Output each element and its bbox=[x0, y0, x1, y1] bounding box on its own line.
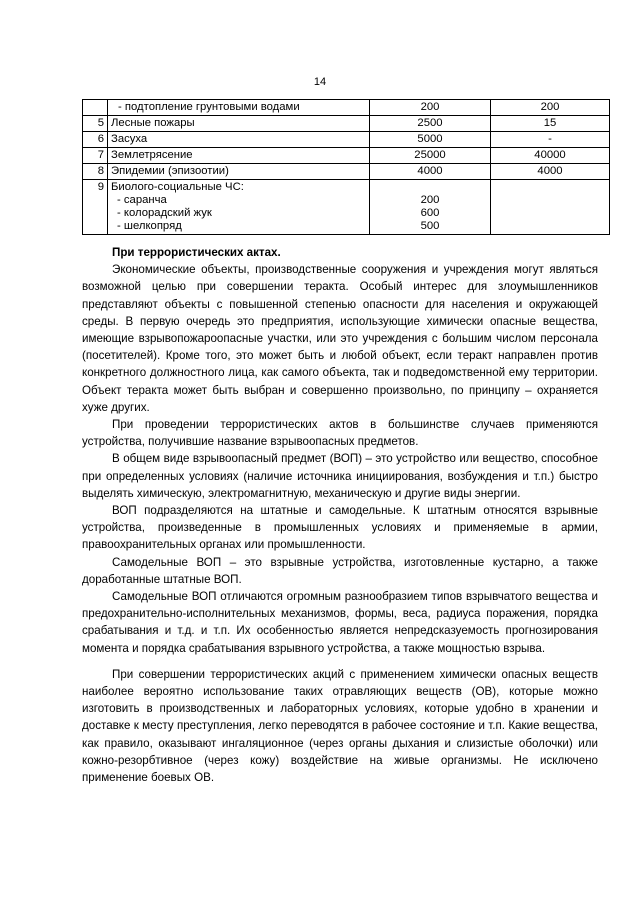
row-name: Лесные пожары bbox=[108, 116, 370, 132]
row-name: Засуха bbox=[108, 132, 370, 148]
row-value-1 bbox=[370, 180, 491, 235]
row-number: 6 bbox=[83, 132, 108, 148]
row-number bbox=[83, 100, 108, 116]
bio-item-value: 600 bbox=[420, 207, 440, 219]
paragraph: ВОП подразделяются на штатные и самодельные. К штатным относятся взрывные устройства, произведенные в промышленных условиях и применяемые в армии, правоохранительных органах или промышленности. bbox=[82, 504, 598, 552]
row-number: 8 bbox=[83, 164, 108, 180]
row-number: 5 bbox=[83, 116, 108, 132]
table-row bbox=[83, 132, 610, 148]
table-row-bio bbox=[83, 180, 610, 235]
row-number: 7 bbox=[83, 148, 108, 164]
row-value-2: - bbox=[491, 132, 610, 148]
paragraph: Экономические объекты, производственные сооружения и учреждения могут являться возможной целью при совершении теракта. Особый интерес для злоумышленников представляют объекты с повышенной степенью опасности для населения и окружающей среды. В первую очередь это предприятия, использующие химически опасные вещества, имеющие взрывопожароопасные участки, или это учреждения с большим числом персонала (посетителей). Кроме того, это может быть и любой объект, если теракт направлен против конкретного должностного лица, как самого объекта, так и подведомственной ему территории. Объект теракта может быть выбран и совершенно произвольно, по принципу – охраняется хуже других. bbox=[82, 263, 598, 414]
table-row bbox=[83, 164, 610, 180]
row-value-1: 2500 bbox=[370, 116, 491, 132]
page-number: 14 bbox=[313, 76, 327, 88]
emergency-table bbox=[82, 99, 610, 235]
paragraph: Самодельные ВОП отличаются огромным разнообразием типов взрывчатого вещества и предохранительно-исполнительных механизмов, формы, веса, радиуса поражения, порядка срабатывания и т.д. и т.п. Их особенностью является непредсказуемость прогнозирования момента и порядка срабатывания взрывного устройства, а также мощностью взрыва. bbox=[82, 590, 598, 655]
row-name: - подтопление грунтовыми водами bbox=[108, 100, 370, 116]
bio-title: Биолого-социальные ЧС: bbox=[111, 181, 244, 193]
table-row bbox=[83, 100, 610, 116]
bio-item-value: 200 bbox=[420, 194, 440, 206]
table-row bbox=[83, 148, 610, 164]
bio-item-name: - колорадский жук bbox=[117, 207, 212, 219]
row-value-2: 40000 bbox=[491, 148, 610, 164]
paragraph: Самодельные ВОП – это взрывные устройства, изготовленные кустарно, а также доработанные штатные ВОП. bbox=[82, 555, 598, 586]
bio-item-name: - саранча bbox=[117, 194, 167, 206]
row-value-1: 25000 bbox=[370, 148, 491, 164]
body-text bbox=[82, 244, 598, 786]
row-number: 9 bbox=[83, 180, 108, 235]
table-row bbox=[83, 116, 610, 132]
row-value-1: 200 bbox=[370, 100, 491, 116]
row-value-1: 5000 bbox=[370, 132, 491, 148]
paragraph: В общем виде взрывоопасный предмет (ВОП) – это устройство или вещество, способное при определенных условиях (наличие источника инициирования, возбуждения и т.п.) быстро выделять химическую, электромагнитную, механическую и другие виды энергии. bbox=[82, 452, 598, 500]
row-value-2: 4000 bbox=[491, 164, 610, 180]
row-value-1: 4000 bbox=[370, 164, 491, 180]
row-value-2 bbox=[491, 180, 610, 235]
row-value-2: 15 bbox=[491, 116, 610, 132]
section-heading: При террористических актах. bbox=[112, 246, 281, 259]
row-name: Землетрясение bbox=[108, 148, 370, 164]
bio-item-name: - шелкопряд bbox=[117, 220, 182, 232]
row-name: Эпидемии (эпизоотии) bbox=[108, 164, 370, 180]
paragraph: При проведении террористических актов в большинстве случаев применяются устройства, получившие название взрывоопасных предметов. bbox=[82, 418, 598, 449]
row-name bbox=[108, 180, 370, 235]
row-value-2: 200 bbox=[491, 100, 610, 116]
bio-item-value: 500 bbox=[420, 220, 440, 232]
paragraph: При совершении террористических акций с применением химически опасных веществ наиболее вероятно использование таких отравляющих веществ (ОВ), которые можно изготовить в производственных и лабораторных условиях, которые удобно в хранении и доставке к месту преступления, легко переводятся в рабочее состояние и т.п. Какие вещества, как правило, оказывают ингаляционное (через органы дыхания и слизистые оболочки) или кожно-резорбтивное (через кожу) воздействие на живые организмы. Не исключено применение боевых ОВ. bbox=[82, 667, 598, 785]
